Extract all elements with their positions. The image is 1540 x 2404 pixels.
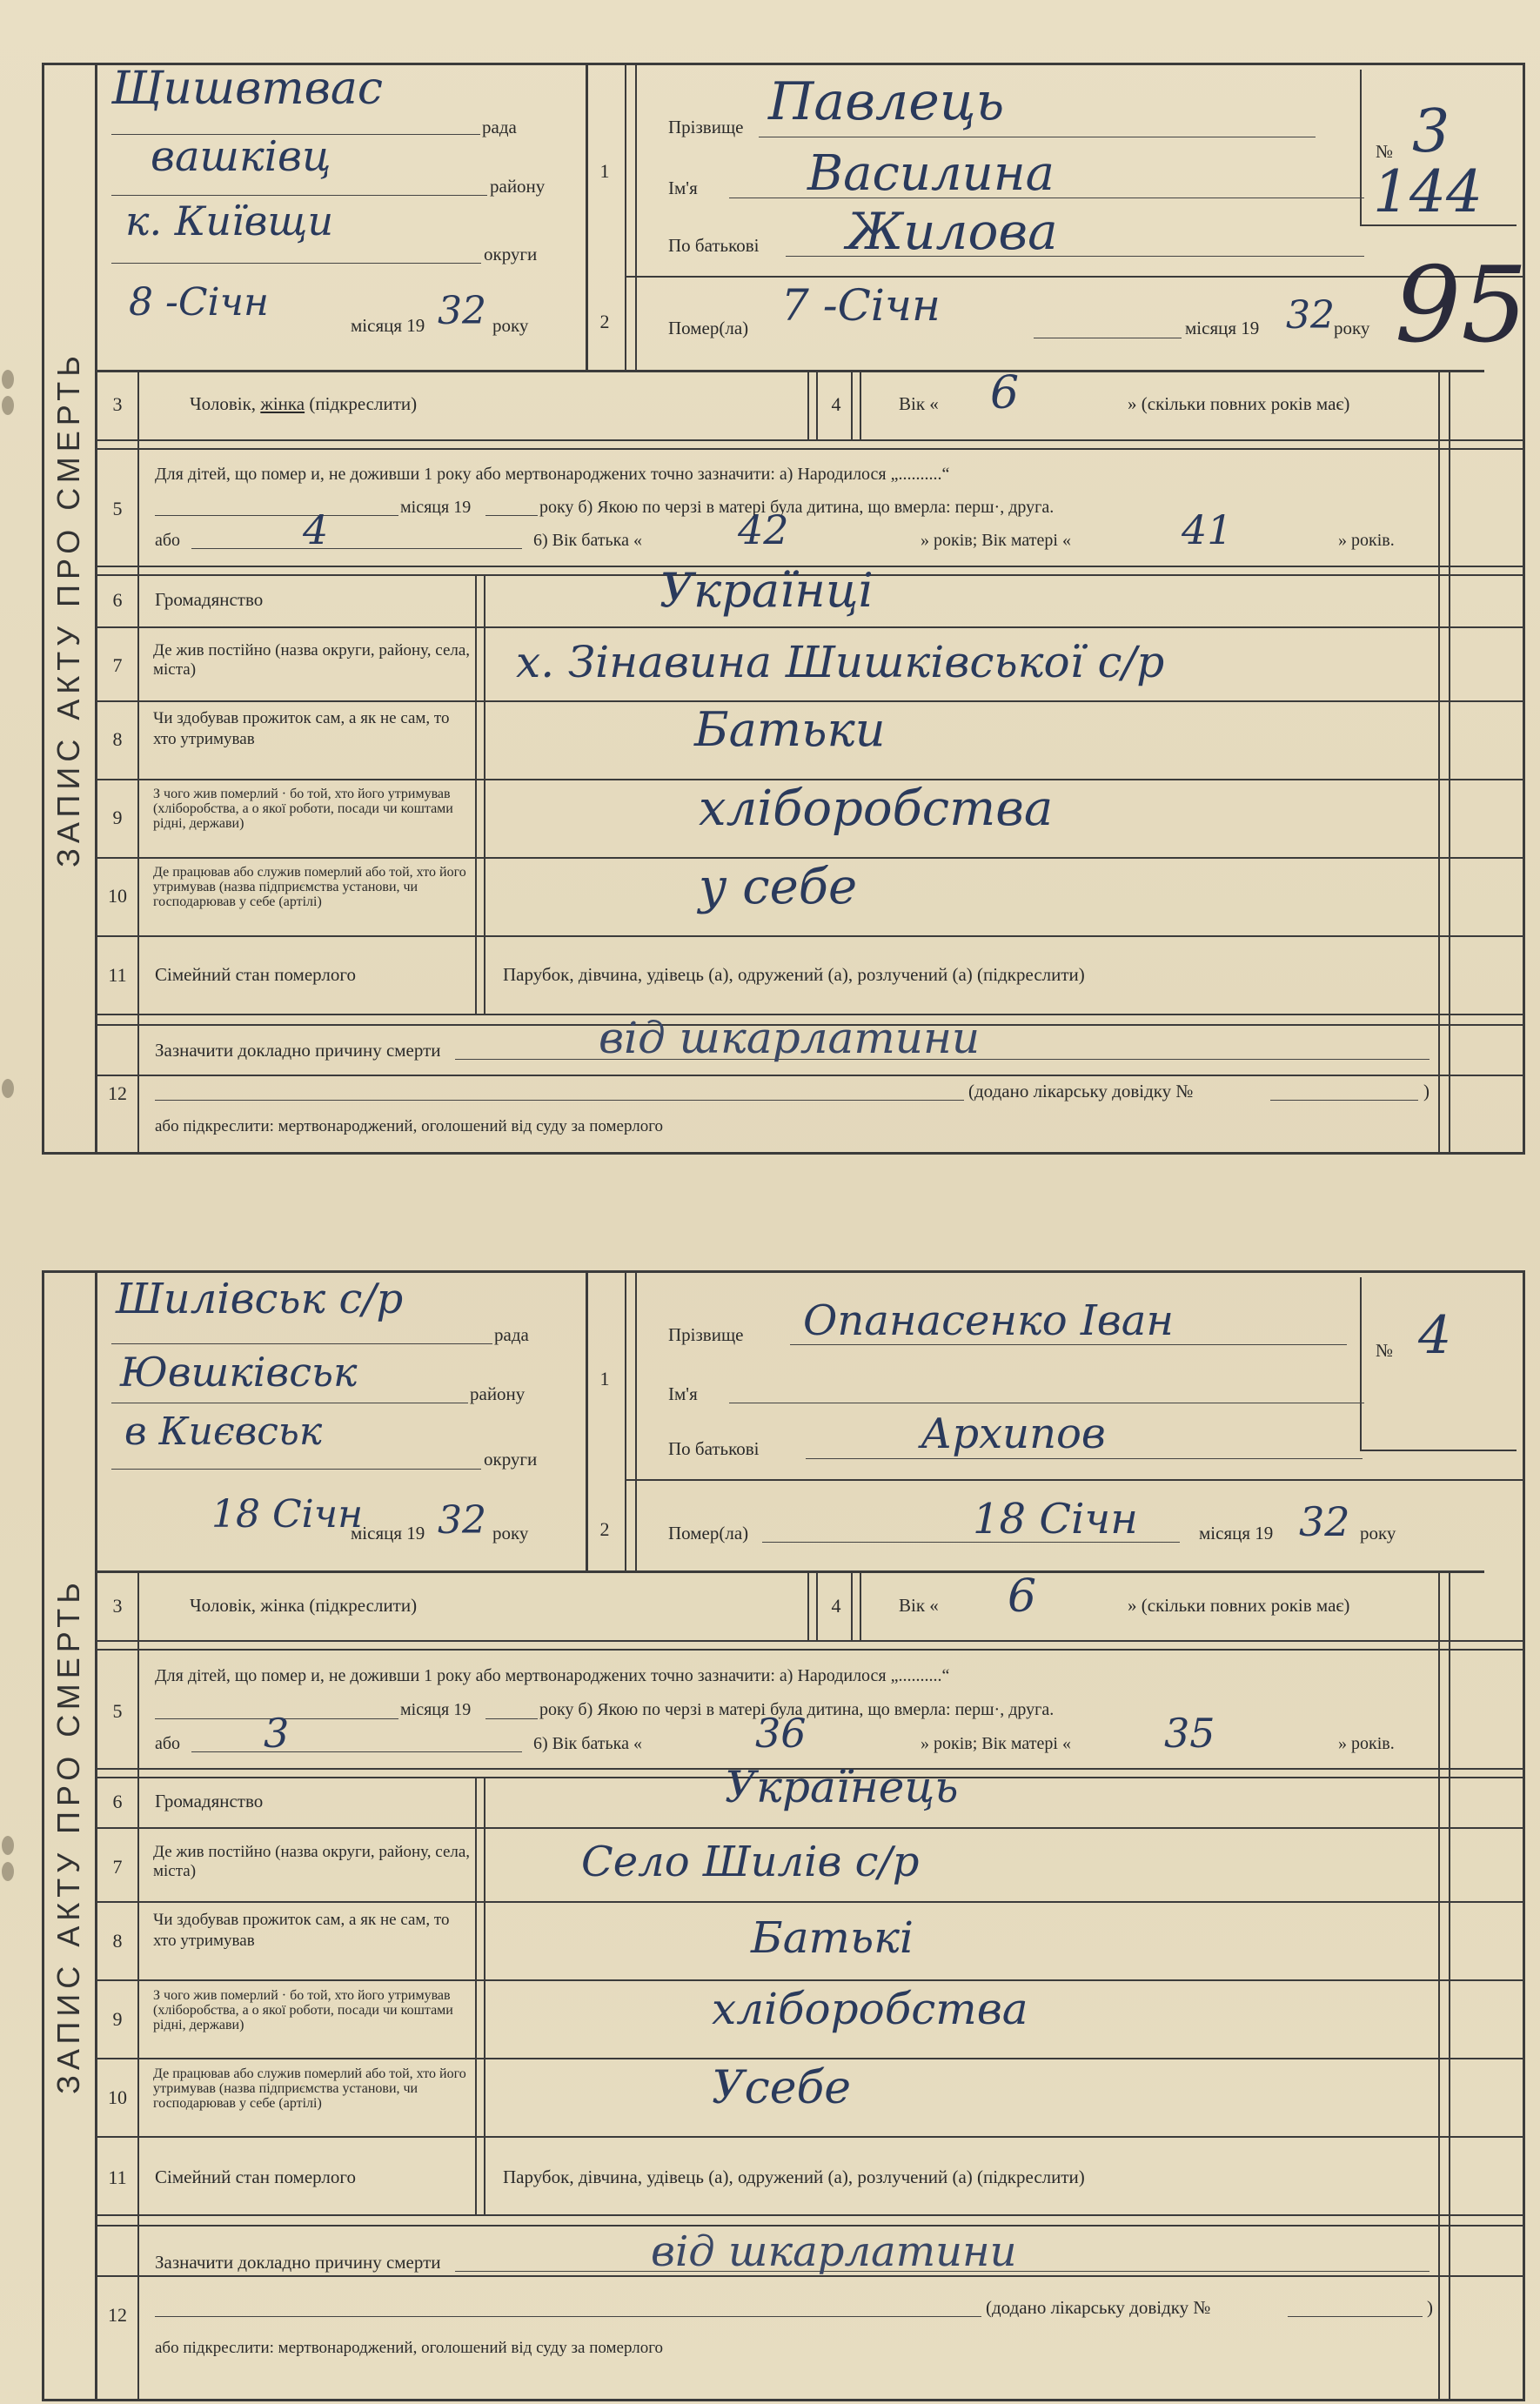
row5-text: » років. (1338, 1734, 1395, 1753)
rule (97, 2214, 1525, 2216)
row-num: 12 (108, 1082, 127, 1104)
side-title: ЗАПИС АКТУ ПРО СМЕРТЬ (42, 63, 97, 1155)
residence-label: Де жив постійно (назва округи, району, села, міста) (153, 1843, 471, 1880)
row-num: 6 (112, 589, 123, 611)
death-record-form-1 (42, 63, 1528, 1155)
side-title: ЗАПИС АКТУ ПРО СМЕРТЬ (42, 1270, 97, 2401)
hw-date: 18 Січн (211, 1492, 364, 1537)
row-num: 11 (108, 2166, 127, 2188)
hw-name: Василина (807, 145, 1055, 202)
rule (97, 370, 1484, 372)
rule (851, 1570, 853, 1640)
occupation-label: З чого жив померлий · бо той, хто його утримував (хліборобства, а о якої роботи, посади чи коштами рідні, держави) (153, 787, 453, 831)
fill-line (1288, 2316, 1423, 2317)
rada-label: рада (494, 1324, 529, 1345)
fill-line (485, 515, 538, 516)
rule (851, 370, 853, 439)
row-num: 6 (112, 1791, 123, 1812)
row5-text: року б) Якою по черзі в матері була дитина, що вмерла: перш·, друга. (539, 1700, 1055, 1719)
name-label: Ім'я (668, 1383, 698, 1404)
row-num: 2 (599, 311, 610, 332)
hw-no-extra: 144 (1373, 158, 1483, 225)
row5-text: місяця 19 (400, 498, 472, 517)
fill-line (806, 1458, 1363, 1459)
workplace-label: Де працював або служив померлий або той, хто його утримував (назва підприємства установи, чи господарював у себе (артілі) (153, 865, 466, 909)
row-num: 7 (112, 654, 123, 676)
hw-child-order: 4 (303, 506, 329, 553)
hw-occupation: хліборобства (699, 780, 1054, 837)
fill-line (111, 195, 487, 196)
row-num: 3 (112, 1595, 123, 1617)
hw-father-age: 36 (755, 1710, 807, 1757)
died-year-label: року (1334, 318, 1370, 338)
support-label: Чи здобував прожиток сам, а як не сам, то хто утримував (153, 1911, 450, 1950)
rada-label: рада (482, 117, 517, 137)
cert-label: (додано лікарську довідку № (986, 2297, 1211, 2318)
row-num: 1 (599, 160, 610, 182)
rule (484, 574, 485, 1014)
row-num: 5 (112, 498, 123, 519)
hw-citizenship: Українець (725, 1762, 959, 1812)
row5-text: 6) Вік батька « (533, 531, 642, 550)
death-record-form-2 (42, 1270, 1525, 2401)
binder-hole (2, 370, 14, 389)
okruga-label: округи (484, 1449, 538, 1470)
hw-patronymic: Архипов (921, 1410, 1106, 1458)
rule (635, 63, 637, 370)
row5-text: року б) Якою по черзі в матері була дитина, що вмерла: перш·, друга. (539, 498, 1055, 517)
fill-line (485, 1718, 538, 1719)
died-month-label: місяця 19 (1199, 1523, 1274, 1544)
binder-hole (2, 1862, 14, 1881)
rule (807, 1570, 809, 1640)
marital-options: Парубок, дівчина, удівець (а), одружений (а), розлучений (а) (підкреслити) (503, 964, 1085, 985)
hw-father-age: 42 (738, 506, 789, 553)
rule (97, 626, 1525, 628)
cert-label: (додано лікарську довідку № (968, 1081, 1194, 1102)
fill-line (1270, 1100, 1418, 1101)
row5-text: або (155, 531, 181, 550)
stillborn-note: або підкреслити: мертвонароджений, оголошений від суду за померлого (155, 1117, 664, 1135)
surname-label: Прізвище (668, 117, 744, 137)
hw-died-day: 7 -Січн (781, 280, 941, 331)
rule (97, 2136, 1525, 2138)
hw-workplace: у себе (699, 859, 858, 915)
hw-surname: Павлець (768, 71, 1005, 132)
died-year-label: року (1360, 1523, 1396, 1544)
hw-rayon: вашківц (151, 132, 331, 181)
hw-patronymic: Жилова (847, 202, 1058, 261)
row5-text: Для дітей, що помер и, не доживши 1 року або мертвонароджених точно зазначити: а) Народилося „..........“ (155, 1666, 950, 1685)
no-label: № (1376, 141, 1394, 162)
rule (97, 1640, 1525, 1642)
row-num: 1 (599, 1368, 610, 1389)
hw-died-year: 32 (1286, 293, 1335, 338)
row-num: 3 (112, 393, 123, 415)
binder-hole (2, 396, 14, 415)
sex-label: Чоловік, жінка (підкреслити) (190, 393, 418, 414)
row-num: 2 (599, 1518, 610, 1540)
hw-okruga: в Києвськ (124, 1410, 323, 1454)
hw-support: Батьки (694, 702, 886, 757)
workplace-label: Де працював або служив померлий або той, хто його утримував (назва підприємства установи, чи господарював у себе (артілі) (153, 2066, 466, 2111)
binder-hole (2, 1079, 14, 1098)
hw-date: 8 -Січн (129, 280, 269, 325)
cause-label: Зазначити докладно причину смерти (155, 1040, 441, 1061)
rayon-label: району (490, 176, 546, 197)
year-label: року (492, 1523, 529, 1544)
rayon-label: району (470, 1383, 526, 1404)
hw-citizenship: Українці (660, 563, 874, 618)
rule (1449, 370, 1450, 1155)
rule (97, 1649, 1525, 1651)
row-num: 8 (112, 728, 123, 750)
age-suffix: » (скільки повних років має) (1128, 1595, 1350, 1616)
rule (97, 1570, 1484, 1573)
rule (97, 1901, 1525, 1903)
patronymic-label: По батькові (668, 235, 760, 256)
okruga-label: округи (484, 244, 538, 265)
fill-line (111, 263, 481, 264)
rule (137, 370, 139, 1155)
cert-close: ) (1427, 2297, 1433, 2318)
rule (860, 370, 861, 439)
name-label: Ім'я (668, 177, 698, 198)
support-label: Чи здобував прожиток сам, а як не сам, то хто утримував (153, 709, 450, 748)
row-num: 10 (108, 885, 127, 907)
citizenship-label: Громадянство (155, 1791, 264, 1811)
row5-text: місяця 19 (400, 1700, 472, 1719)
cert-close: ) (1423, 1081, 1430, 1102)
rule (97, 2225, 1525, 2227)
surname-label: Прізвище (668, 1324, 744, 1345)
citizenship-label: Громадянство (155, 589, 264, 610)
rule (1360, 70, 1362, 224)
hw-occupation: хліборобства (712, 1984, 1028, 2034)
rule (97, 1075, 1525, 1076)
hw-rayon: Ювшківськ (120, 1349, 358, 1396)
rule (1360, 1450, 1517, 1451)
rule (625, 63, 626, 370)
age-suffix: » (скільки повних років має) (1128, 393, 1350, 414)
hw-year: 32 (438, 1498, 486, 1543)
hw-died-day: 18 Січн (973, 1495, 1138, 1544)
hw-margin-note: 95 (1395, 245, 1528, 366)
fill-line (155, 2316, 981, 2317)
month-label: місяця 19 (351, 315, 425, 336)
rule (1438, 370, 1440, 1155)
rule (816, 1570, 818, 1640)
sex-label: Чоловік, жінка (підкреслити) (190, 1595, 418, 1616)
hw-child-order: 3 (264, 1710, 290, 1757)
row5-text: » років; Вік матері « (921, 531, 1071, 550)
fill-line (191, 1751, 522, 1752)
hw-residence: х. Зінавина Шишківської с/р (516, 637, 1165, 687)
hw-mother-age: 35 (1164, 1710, 1215, 1757)
hw-no: 3 (1412, 97, 1450, 166)
hw-cause: від шкарлатини (599, 1013, 981, 1063)
row-num: 12 (108, 2304, 127, 2326)
rule (807, 370, 809, 439)
rule (635, 1270, 637, 1570)
hw-rada: Щишвтвас (111, 63, 384, 115)
rule (816, 370, 818, 439)
row5-text: » років; Вік матері « (921, 1734, 1071, 1753)
row5-text: 6) Вік батька « (533, 1734, 642, 1753)
rule (860, 1570, 861, 1640)
hw-residence: Село Шилів с/р (581, 1838, 920, 1886)
hw-year: 32 (438, 289, 486, 333)
no-label: № (1376, 1340, 1394, 1361)
row-num: 5 (112, 1700, 123, 1722)
fill-line (191, 548, 522, 549)
stillborn-note: або підкреслити: мертвонароджений, оголошений від суду за померлого (155, 2339, 664, 2357)
rule (97, 1979, 1525, 1981)
hw-age: 6 (1008, 1570, 1037, 1623)
hw-support: Батькі (751, 1912, 914, 1963)
rule (475, 1777, 477, 2214)
died-label: Помер(ла) (668, 318, 749, 338)
rule (586, 63, 588, 370)
rule (1360, 1277, 1362, 1450)
residence-label: Де жив постійно (назва округи, району, села, міста) (153, 641, 471, 679)
row-num: 9 (112, 2008, 123, 2030)
age-label: Вік « (899, 393, 939, 414)
fill-line (111, 1469, 481, 1470)
hw-age: 6 (990, 367, 1020, 419)
marital-label: Сімейний стан померлого (155, 964, 356, 985)
patronymic-label: По батькові (668, 1438, 760, 1459)
hw-workplace: Усебе (712, 2062, 851, 2114)
hw-died-year: 32 (1299, 1498, 1350, 1545)
fill-line (155, 1100, 964, 1101)
rule (484, 1777, 485, 2214)
hw-mother-age: 41 (1182, 506, 1233, 553)
rule (625, 276, 1525, 278)
year-label: року (492, 315, 529, 336)
row-num: 4 (831, 393, 841, 415)
hw-okruga: к. Київщи (125, 198, 334, 244)
rule (625, 1270, 626, 1570)
age-label: Вік « (899, 1595, 939, 1616)
died-label: Помер(ла) (668, 1523, 749, 1544)
marital-label: Сімейний стан померлого (155, 2166, 356, 2187)
binder-hole (2, 1836, 14, 1855)
row-num: 11 (108, 964, 127, 986)
rule (625, 1479, 1525, 1481)
rule (475, 574, 477, 1014)
rule (586, 1270, 588, 1570)
rule (97, 1827, 1525, 1829)
row5-text: Для дітей, що помер и, не доживши 1 року або мертвонароджених точно зазначити: а) Народилося „..........“ (155, 465, 950, 484)
rule (97, 439, 1525, 441)
occupation-label: З чого жив померлий · бо той, хто його утримував (хліборобства, а о якої роботи, посади чи коштами рідні, держави) (153, 1988, 453, 2032)
row-num: 8 (112, 1930, 123, 1952)
row-num: 4 (831, 1595, 841, 1617)
row5-text: » років. (1338, 531, 1395, 550)
hw-no: 4 (1418, 1305, 1452, 1366)
hw-surname: Опанасенко Іван (803, 1296, 1174, 1345)
row-num: 9 (112, 807, 123, 828)
hw-rada: Шилівськ с/р (116, 1275, 404, 1323)
died-month-label: місяця 19 (1185, 318, 1260, 338)
rule (97, 448, 1525, 450)
row-num: 10 (108, 2086, 127, 2108)
marital-options: Парубок, дівчина, удівець (а), одружений (а), розлучений (а) (підкреслити) (503, 2166, 1085, 2187)
rule (97, 2058, 1525, 2059)
row-num: 7 (112, 1856, 123, 1878)
rule (97, 935, 1525, 937)
fill-line (111, 1343, 492, 1344)
month-label: місяця 19 (351, 1523, 425, 1544)
fill-line (155, 515, 398, 516)
cause-label: Зазначити докладно причину смерти (155, 2252, 441, 2273)
row5-text: або (155, 1734, 181, 1753)
hw-cause: від шкарлатини (651, 2227, 1017, 2276)
